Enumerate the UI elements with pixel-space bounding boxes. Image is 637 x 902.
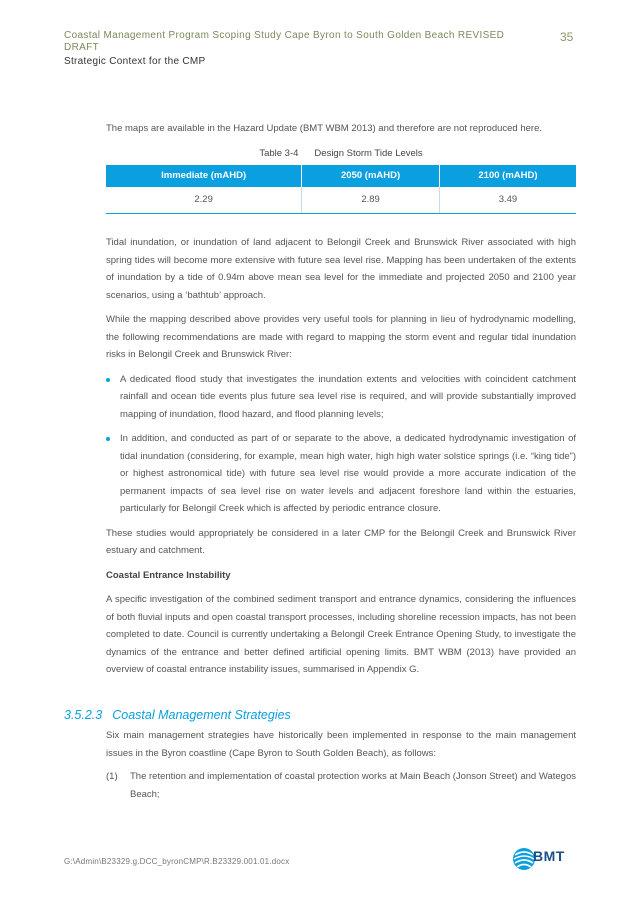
item-number: (1)	[106, 771, 118, 782]
table-label: Table 3-4	[259, 147, 299, 159]
item-text: The retention and implementation of coastal protection works at Main Beach (Jonson Street) and Wategos Beach;	[130, 771, 576, 800]
header-2050: 2050 (mAHD)	[302, 165, 440, 187]
recommendation-list	[106, 371, 576, 518]
bullet-text: A dedicated flood study that investigates the inundation extents and velocities with coincident catchment rainfall and ocean tide events plus future sea level rise is required, and will provide substantially improved mapping of inundation, flood hazard, and flood planning levels;	[120, 373, 576, 420]
subheading-entrance-instability: Coastal Entrance Instability	[106, 569, 231, 581]
table-caption	[106, 145, 576, 163]
bullet-icon	[106, 437, 110, 441]
strategies-intro: Six main management strategies have historically been implemented in response to the main management issues in the Byron coastline (Cape Byron to South Golden Beach), as follows:	[106, 730, 576, 759]
footer-file-path: G:\Admin\B23329.g.DCC_byronCMP\R.B23329.001.01.docx	[64, 857, 290, 866]
list-item	[106, 371, 576, 424]
header-2100: 2100 (mAHD)	[439, 165, 576, 187]
entrance-paragraph: A specific investigation of the combined sediment transport and entrance dynamics, considering the influences of both fluvial inputs and open coastal transport processes, including shoreline recession impacts, has not been completed to date. Council is currently undertaking a Belongil Creek Entrance Opening Study, to investigate the dynamics of the entrance and better defined artificial opening limits. BMT WBM (2013) have provided an overview of coastal entrance instability issues, summarised in Appendix G.	[106, 594, 576, 675]
cell-immediate: 2.29	[106, 187, 302, 214]
closing-paragraph: These studies would appropriately be considered in a later CMP for the Belongil Creek and Brunswick River estuary and catchment.	[106, 527, 576, 556]
section-body	[106, 727, 576, 803]
main-body	[106, 120, 576, 686]
section-number: 3.5.2.3	[64, 708, 103, 722]
document-title: Coastal Management Program Scoping Study Cape Byron to South Golden Beach REVISED DRAFT	[64, 30, 505, 53]
numbered-item	[106, 768, 576, 803]
bullet-icon	[106, 378, 110, 382]
storm-tide-table	[106, 165, 576, 214]
intro-paragraph: The maps are available in the Hazard Update (BMT WBM 2013) and therefore are not reproduced here.	[106, 123, 543, 134]
table-title: Design Storm Tide Levels	[314, 147, 423, 159]
list-item	[106, 430, 576, 518]
page-number: 35	[560, 30, 574, 44]
table-row	[106, 187, 576, 214]
recommendations-paragraph: While the mapping described above provides very useful tools for planning in lieu of hydrodynamic modelling, the following recommendations are made with regard to mapping the storm event and regular tidal inundation risks in Belongil Creek and Brunswick River:	[106, 314, 576, 360]
header-immediate: Immediate (mAHD)	[106, 165, 302, 187]
cell-2100: 3.49	[439, 187, 576, 214]
tidal-inundation-paragraph: Tidal inundation, or inundation of land adjacent to Belongil Creek and Brunswick River associated with high spring tides will become more extensive with future sea level rise. Mapping has been undertaken of the extents of inundation by a tide of 0.94m above mean sea level for the immediate and projected 2050 and 2100 year scenarios, using a ‘bathtub’ approach.	[106, 237, 576, 301]
bullet-text: In addition, and conducted as part of or separate to the above, a dedicated hydrodynamic investigation of tidal inundation (considering, for example, mean high water, high high water solstice springs (i.e. “king tide”) or highest astronomical tide) with future sea level rise would provide a more accurate indication of the permanent impacts of sea level rise on water levels and adjacent foreshore land within the estuaries, particularly for Belongil Creek which is affected by periodic entrance closure.	[120, 433, 576, 514]
table-header-row	[106, 165, 576, 187]
bmt-logo-text: BMT	[533, 848, 565, 864]
cell-2050: 2.89	[302, 187, 440, 214]
section-heading	[64, 708, 291, 722]
section-title: Coastal Management Strategies	[112, 708, 291, 722]
section-subtitle: Strategic Context for the CMP	[64, 56, 206, 67]
